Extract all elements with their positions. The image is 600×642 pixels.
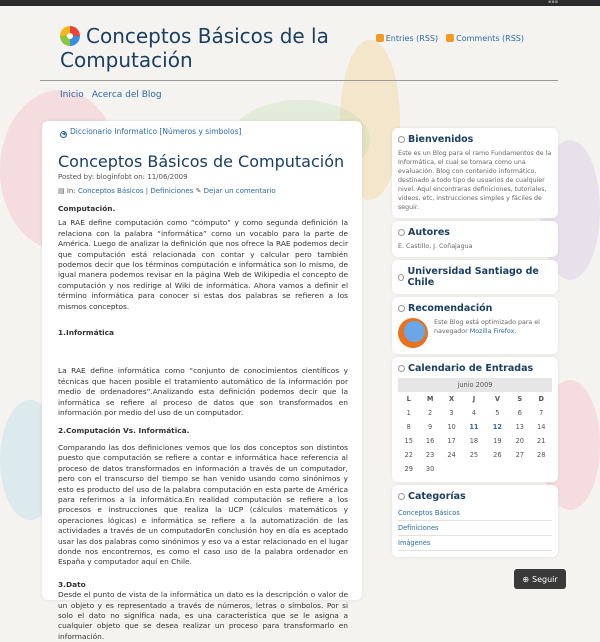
section-heading: 1.Informática	[58, 328, 115, 338]
post-panel	[42, 121, 362, 641]
recommendation-text: Este Blog está optimizado para el navegador	[434, 319, 540, 335]
weekday-header: S	[517, 395, 523, 403]
calendar-day: 14	[537, 423, 546, 431]
post-body	[58, 204, 348, 642]
calendar-day: 28	[537, 451, 546, 459]
calendar-day: 30	[425, 465, 435, 473]
previous-post-link[interactable]	[60, 127, 348, 138]
comments-rss-label: Comments (RSS)	[456, 34, 524, 43]
calendar-day: 23	[425, 451, 435, 459]
calendar-week	[398, 462, 552, 476]
widget-title-label: Calendario de Entradas	[408, 363, 534, 374]
calendar-day: 22	[404, 451, 413, 459]
circle-icon	[398, 229, 405, 236]
widget-text: Este es un Blog para el ramo Fundamentos de la Informática, el cual se tomara como una evaluación. Blog con contenido informático, destinado a todo tipo de usuarios de cualquier nivel. Aquí encontraras definiciones, tutoriales, videos, etc, instrucciones simples y fáciles de seguir.	[398, 150, 552, 211]
site-title[interactable]: Conceptos Básicos de la Computación	[60, 24, 329, 72]
entries-rss-link[interactable]	[376, 34, 438, 43]
widget-title-label: Bienvenidos	[408, 134, 474, 145]
calendar-day: 6	[517, 409, 522, 417]
widget-categorias	[392, 485, 558, 557]
circle-icon	[398, 274, 404, 281]
calendar-week	[398, 448, 552, 462]
in-label: In:	[66, 187, 76, 195]
widget-title[interactable]	[398, 266, 552, 288]
rss-icon	[376, 34, 384, 42]
widget-title-label: Categorías	[408, 491, 466, 502]
paragraph: Desde el punto de vista de la informática un dato es la descripción o valor de un objeto y es representado a través de números, letras o símbolos. Por si solo el dato no significa nada, es una característica que se le asigna a cualquier objeto que se desea realizar un proceso para transformarlo en información.	[58, 590, 348, 641]
calendar-day: 7	[539, 409, 544, 417]
follow-plus-icon: ⊕	[522, 574, 530, 584]
category-item[interactable]: Imágenes	[398, 536, 552, 551]
circle-icon	[398, 365, 405, 372]
calendar-day	[441, 462, 462, 476]
folder-icon: ▤	[58, 187, 65, 195]
calendar-day: 4	[471, 409, 477, 417]
calendar-day: 25	[469, 451, 479, 459]
calendar-day: 21	[537, 437, 546, 445]
calendar-day: 10	[447, 423, 456, 431]
recommendation-end: .	[514, 328, 517, 335]
category-item[interactable]: Conceptos Básicos	[398, 506, 552, 521]
nav-item-acerca[interactable]: Acerca del Blog	[91, 90, 162, 100]
calendar-day: 26	[493, 451, 502, 459]
firefox-link[interactable]: Mozilla Firefox	[469, 328, 515, 335]
widget-text: E. Castillo, J. Coñajagua	[398, 243, 473, 250]
main-nav	[60, 90, 162, 100]
circle-icon	[398, 493, 405, 500]
weekday-header: M	[426, 395, 434, 403]
widget-title	[398, 134, 552, 145]
calendar-week	[398, 420, 552, 434]
previous-post-label: Diccionario Informatico [Números y simbolos]	[70, 127, 242, 136]
calendar-day: 19	[493, 437, 502, 445]
calendar-day: 17	[447, 437, 456, 445]
calendar-day: 18	[469, 437, 479, 445]
section-heading: 3.Dato	[58, 579, 86, 589]
nav-item-inicio[interactable]: Inicio	[60, 90, 84, 100]
calendar-table	[398, 378, 552, 476]
category-link-definiciones[interactable]: Definiciones	[150, 187, 194, 195]
calendar-day: 5	[495, 409, 500, 417]
calendar-day-link[interactable]: 11	[469, 423, 479, 431]
arrow-left-icon: ◀	[61, 131, 66, 137]
calendar-day: 15	[404, 437, 413, 445]
calendar-caption: junio 2009	[398, 378, 552, 392]
calendar-week	[398, 434, 552, 448]
calendar-day-link[interactable]: 12	[492, 423, 502, 431]
category-item[interactable]: Definiciones	[398, 521, 552, 536]
sidebar	[392, 128, 558, 560]
comments-rss-link[interactable]	[446, 34, 524, 43]
section-heading: 2.Computación Vs. Informática.	[58, 425, 190, 435]
widget-bienvenidos	[392, 128, 558, 218]
paragraph: La RAE define informática como “conjunto de conocimientos científicos y técnicas que hacen posible el tratamiento automático de la información por medio de ordenadores”.Analizando esta definición podemos decir que la informática se refiere al proceso de datos que son transformados en información por medio del uso de un computador.	[58, 366, 348, 418]
widget-title-label: Autores	[408, 227, 450, 238]
calendar-day: 1	[406, 409, 411, 417]
grip-icon: ▪▪▪	[548, 0, 559, 5]
widget-autores	[392, 221, 558, 257]
comment-icon: ✎	[195, 187, 202, 195]
recommendation-body	[398, 318, 552, 348]
leave-comment-link[interactable]: Dejar un comentario	[203, 187, 276, 195]
paragraph: La RAE define computación como “cómputo” y como segunda definición la relaciona con la palabra “informática” como un vocablo para la parte de América. Luego de analizar la definición que nos ofrece la RAE podemos decir que computación está relacionada con contar y calcular pero también podemos decir que los términos computación e informática son lo mismo, de igual manera podemos revisar en la página Web de Wikipedia el concepto de computación y nos redirige al Wiki de informática. Ahora vamos a definir el término informática para conocer si estas dos palabras se refieren a los mismos conceptos.	[58, 218, 348, 311]
widget-title-label: Universidad Santiago de Chile	[407, 266, 539, 288]
calendar-day: 29	[404, 465, 413, 473]
weekday-header: V	[494, 395, 500, 403]
calendar-day: 13	[515, 423, 524, 431]
widget-title-label: Recomendación	[408, 303, 493, 314]
circle-icon	[398, 305, 405, 312]
rss-icon	[446, 34, 454, 42]
widget-title	[398, 363, 552, 374]
widget-title	[398, 303, 552, 314]
follow-label: Seguir	[532, 574, 558, 584]
category-link-conceptos[interactable]: Conceptos Básicos	[77, 187, 144, 195]
section-heading: Computación.	[58, 204, 116, 213]
calendar-week	[398, 406, 552, 420]
widget-text	[434, 318, 552, 348]
weekday-header: L	[406, 395, 411, 403]
widget-universidad	[392, 260, 558, 294]
widget-title	[398, 491, 552, 502]
circle-icon	[398, 136, 405, 143]
widget-recomendacion	[392, 297, 558, 354]
calendar-day	[531, 462, 553, 476]
firefox-icon[interactable]	[398, 318, 428, 348]
calendar-day: 8	[406, 423, 411, 431]
calendar-day: 3	[449, 409, 454, 417]
admin-bar	[0, 0, 600, 6]
calendar-day	[509, 462, 530, 476]
entries-rss-label: Entries (RSS)	[385, 34, 439, 43]
follow-button[interactable]	[514, 569, 566, 589]
calendar-day: 9	[428, 423, 433, 431]
calendar-day: 24	[447, 451, 456, 459]
calendar-day	[462, 462, 485, 476]
calendar-day: 20	[515, 437, 524, 445]
weekday-header: D	[538, 395, 544, 403]
header-divider	[40, 80, 558, 81]
weekday-header: X	[448, 395, 455, 403]
post-meta: Posted by: bloginfobt on: 11/06/2009	[58, 173, 188, 181]
post-title[interactable]: Conceptos Básicos de Computación	[58, 152, 345, 171]
calendar-day: 27	[515, 451, 524, 459]
weekday-header: J	[472, 395, 476, 403]
widget-title	[398, 227, 552, 238]
calendar-day	[486, 462, 509, 476]
feed-links	[376, 34, 524, 43]
category-separator: |	[145, 187, 149, 195]
calendar-day: 16	[425, 437, 435, 445]
paragraph: Comparando las dos definiciones vemos que los dos conceptos son distintos puesto que computación se refiere a contar e informática hace referencia al proceso de datos transformados en información a través de un computador, pero con el transcurso del tiempo se han venido usando como sinónimos y esto es producto del uso de la palabra computación en esta parte de América para referirnos a la informática.En realidad computación se refiere a los procesos e instrucciones que realiza la UCP (cálculos matemáticos y operaciones lógicas) e informática se refiere a la automatización de las actividades a través de un computadorEn conclusión hoy en día es aceptado usar las dos palabras como sinónimos y eso va a estar relacionado en el lugar donde nos encontremos, es como el caso uso de la palabra ordenador en España y computador aquí en Chile.	[58, 442, 348, 567]
widget-calendario	[392, 357, 558, 482]
category-list	[398, 506, 552, 551]
post-categories	[58, 187, 348, 195]
calendar-day: 2	[428, 409, 433, 417]
